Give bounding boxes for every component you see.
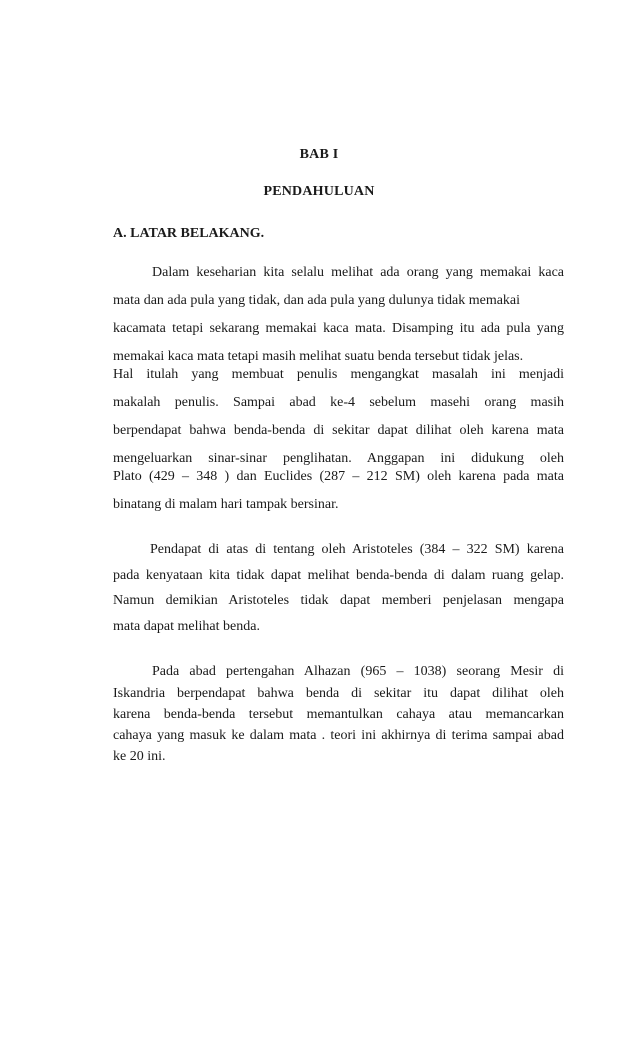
paragraph-line: Plato (429 – 348 ) dan Euclides (287 – 212 SM) oleh karena pada mata — [113, 469, 564, 484]
paragraph-line: binatang di malam hari tampak bersinar. — [113, 497, 339, 512]
paragraph-line: kacamata tetapi sekarang memakai kaca mata. Disamping itu ada pula yang — [113, 321, 564, 336]
section-title: A. LATAR BELAKANG. — [113, 226, 265, 241]
chapter-title: PENDAHULUAN — [263, 184, 375, 199]
paragraph-line: cahaya yang masuk ke dalam mata . teori ini akhirnya di terima sampai abad — [113, 728, 564, 743]
paragraph-line: Iskandria berpendapat bahwa benda di sekitar itu dapat dilihat oleh — [113, 686, 564, 701]
paragraph-line: karena benda-benda tersebut memantulkan cahaya atau memancarkan — [113, 707, 564, 722]
paragraph-line: Hal itulah yang membuat penulis mengangkat masalah ini menjadi — [113, 367, 564, 382]
paragraph-line: Namun demikian Aristoteles tidak dapat memberi penjelasan mengapa — [113, 593, 564, 608]
chapter-heading: BAB I — [299, 147, 339, 162]
paragraph-line: memakai kaca mata tetapi masih melihat suatu benda tersebut tidak jelas. — [113, 349, 524, 364]
paragraph-line: Pendapat di atas di tentang oleh Aristoteles (384 – 322 SM) karena — [150, 542, 564, 557]
paragraph-line: Pada abad pertengahan Alhazan (965 – 1038) seorang Mesir di — [152, 664, 564, 679]
paragraph-line: ke 20 ini. — [113, 749, 166, 764]
paragraph-line: makalah penulis. Sampai abad ke-4 sebelum masehi orang masih — [113, 395, 564, 410]
paragraph-line: berpendapat bahwa benda-benda di sekitar dapat dilihat oleh karena mata — [113, 423, 564, 438]
paragraph-line: mengeluarkan sinar-sinar penglihatan. Anggapan ini didukung oleh — [113, 451, 564, 466]
paragraph-line: mata dapat melihat benda. — [113, 619, 260, 634]
paragraph-line: Dalam keseharian kita selalu melihat ada orang yang memakai kaca — [152, 265, 564, 280]
paragraph-line: mata dan ada pula yang tidak, dan ada pula yang dulunya tidak memakai — [113, 293, 521, 308]
paragraph-line: pada kenyataan kita tidak dapat melihat benda-benda di dalam ruang gelap. — [113, 568, 564, 583]
